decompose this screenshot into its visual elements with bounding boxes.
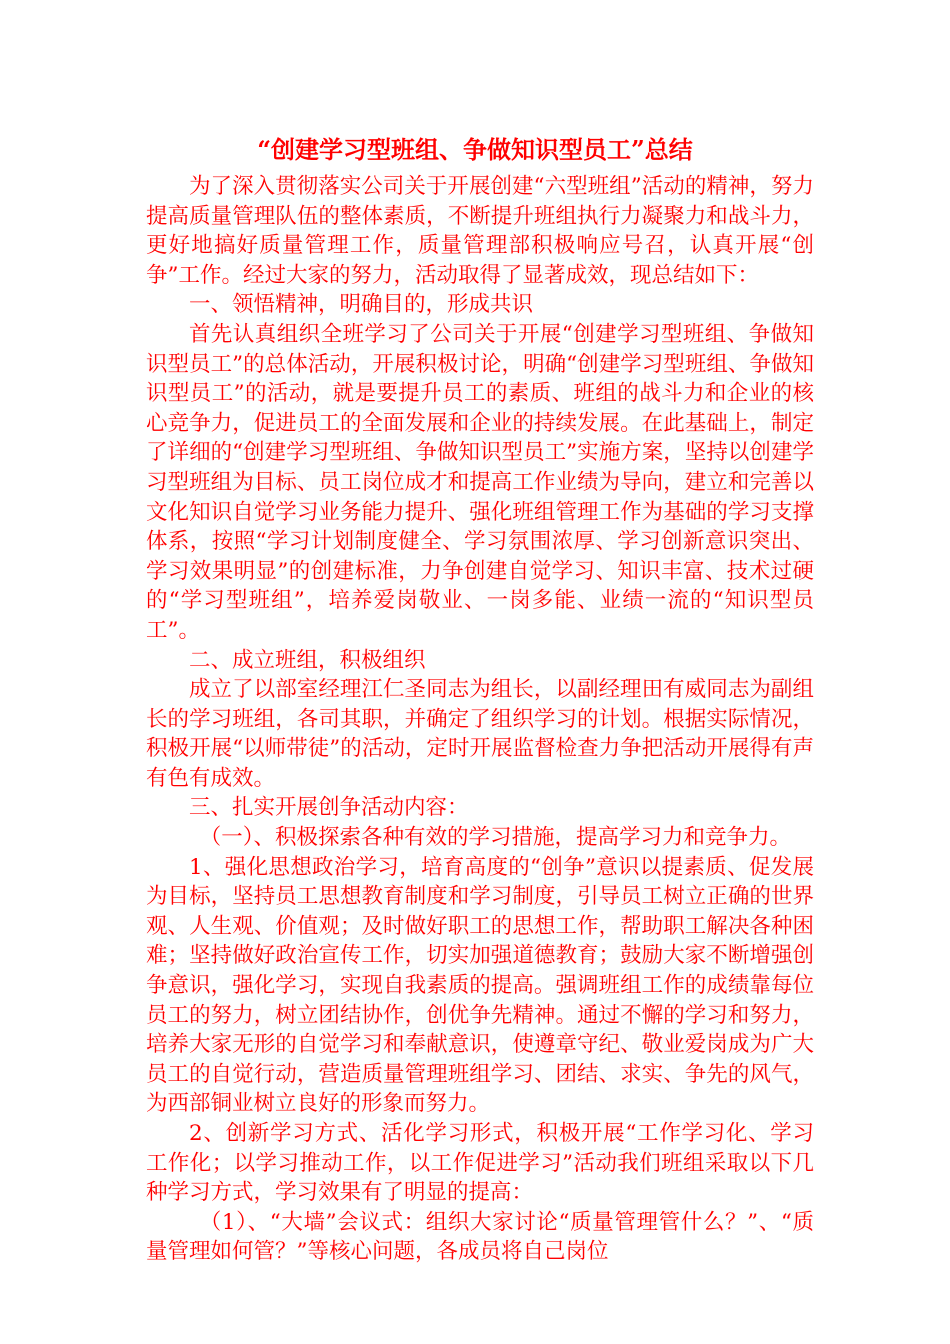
section-heading-1: 一、领悟精神，明确目的，形成共识	[189, 292, 534, 318]
intro-paragraph: 为了深入贯彻落实公司关于开展创建“六型班组”活动的精神，努力提高质量管理队伍的整体素质，不断提升班组执行力凝聚力和战斗力，更好地搞好质量管理工作，质量管理部积极响应号召，认真开展“创争”工作。经过大家的努力，活动取得了显著成效，现总结如下：	[146, 174, 814, 288]
subsection-heading-1: （一）、积极探索各种有效的学习措施，提高学习力和竞争力。	[199, 825, 792, 851]
item-2-1-paragraph: （1）、“大墙”会议式：组织大家讨论“质量管理管什么？”、“质量管理如何管？”等核心问题，各成员将自己岗位	[146, 1209, 814, 1265]
document-body	[146, 172, 814, 1267]
section-2-paragraph: 成立了以部室经理江仁圣同志为组长，以副经理田有威同志为副组长的学习班组，各司其职，并确定了组织学习的计划。根据实际情况，积极开展“以师带徒”的活动，定时开展监督检查力争把活动开展得有声有色有成效。	[146, 677, 814, 791]
item-2-paragraph: 2、创新学习方式、活化学习形式，积极开展“工作学习化、学习工作化；以学习推动工作，以工作促进学习”活动我们班组采取以下几种学习方式，学习效果有了明显的提高：	[146, 1121, 814, 1206]
section-heading-2: 二、成立班组，积极组织	[189, 647, 426, 673]
section-1-paragraph: 首先认真组织全班学习了公司关于开展“创建学习型班组、争做知识型员工”的总体活动，开展积极讨论，明确“创建学习型班组、争做知识型员工”的活动，就是要提升员工的素质、班组的战斗力和企业的核心竞争力，促进员工的全面发展和企业的持续发展。在此基础上，制定了详细的“创建学习型班组、争做知识型员工”实施方案，坚持以创建学习型班组为目标、员工岗位成才和提高工作业绩为导向，建立和完善以文化知识自觉学习业务能力提升、强化班组管理工作为基础的学习支撑体系，按照“学习计划制度健全、学习氛围浓厚、学习创新意识突出、学习效果明显”的创建标准，力争创建自觉学习、知识丰富、技术过硬的“学习型班组”，培养爱岗敬业、一岗多能、业绩一流的“知识型员工”。	[146, 321, 814, 643]
document-title: “创建学习型班组、争做知识型员工”总结	[257, 135, 693, 164]
item-1-paragraph: 1、强化思想政治学习，培育高度的“创争”意识以提素质、促发展为目标，坚持员工思想教育制度和学习制度，引导员工树立正确的世界观、人生观、价值观；及时做好职工的思想工作，帮助职工解决各种困难；坚持做好政治宣传工作，切实加强道德教育；鼓励大家不断增强创争意识，强化学习，实现自我素质的提高。强调班组工作的成绩靠每位员工的努力，树立团结协作，创优争先精神。通过不懈的学习和努力，培养大家无形的自觉学习和奉献意识，使遵章守纪、敬业爱岗成为广大员工的自觉行动，营造质量管理班组学习、团结、求实、争先的风气，为西部铜业树立良好的形象而努力。	[146, 854, 814, 1117]
section-heading-3: 三、扎实开展创争活动内容：	[189, 795, 469, 821]
